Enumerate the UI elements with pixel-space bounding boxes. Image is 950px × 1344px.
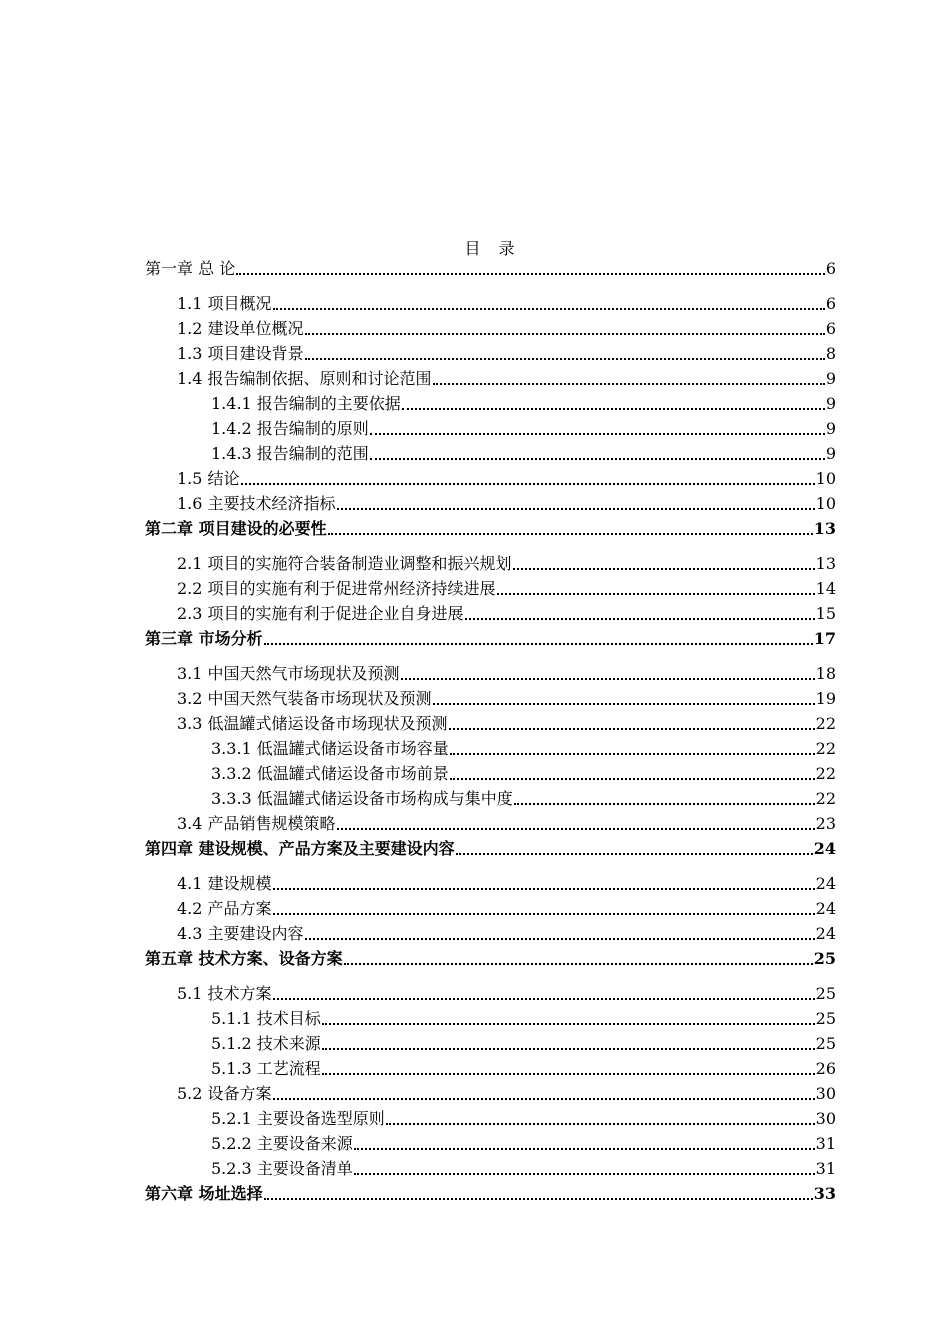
toc-entry-title: 第六章 场址选择	[145, 1184, 263, 1203]
toc-chapter-entry[interactable]	[145, 946, 836, 968]
toc-entry[interactable]	[177, 896, 836, 918]
toc-entry-page: 24	[813, 839, 836, 858]
toc-entry-page: 31	[815, 1134, 836, 1153]
toc-entry-page: 24	[815, 899, 836, 918]
toc-entry-page: 19	[815, 689, 836, 708]
dot-leader	[354, 1148, 815, 1150]
dot-leader	[305, 333, 825, 335]
toc-entry[interactable]	[177, 466, 836, 488]
dot-leader	[433, 703, 815, 705]
dot-leader	[401, 678, 815, 680]
dot-leader	[337, 508, 815, 510]
toc-entry-page: 25	[815, 1034, 836, 1053]
dot-leader	[236, 273, 825, 275]
toc-entry-title: 第一章 总 论	[145, 259, 236, 278]
dot-leader	[450, 778, 815, 780]
toc-entry-title: 3.4 产品销售规模策略	[177, 814, 336, 833]
toc-entry-title: 5.1 技术方案	[177, 984, 272, 1003]
toc-entry-page: 9	[825, 394, 836, 413]
toc-entry[interactable]	[211, 1131, 836, 1153]
toc-entry-title: 4.1 建设规模	[177, 874, 272, 893]
toc-entry-page: 24	[815, 924, 836, 943]
toc-entry[interactable]	[211, 391, 836, 413]
toc-entry-title: 2.1 项目的实施符合装备制造业调整和振兴规划	[177, 554, 512, 573]
toc-entry-title: 5.2.3 主要设备清单	[211, 1159, 353, 1178]
dot-leader	[370, 458, 825, 460]
toc-entry-page: 6	[825, 259, 836, 278]
toc-entry-title: 5.2.1 主要设备选型原则	[211, 1109, 385, 1128]
toc-chapter-entry[interactable]	[145, 836, 836, 858]
toc-entry-title: 1.3 项目建设背景	[177, 344, 304, 363]
toc-entry-page: 25	[815, 1009, 836, 1028]
dot-leader	[305, 938, 815, 940]
toc-entry[interactable]	[211, 1056, 836, 1078]
dot-leader	[337, 828, 815, 830]
toc-entry-title: 1.4 报告编制依据、原则和讨论范围	[177, 369, 432, 388]
toc-entry-title: 5.2 设备方案	[177, 1084, 272, 1103]
dot-leader	[449, 728, 815, 730]
dot-leader	[322, 1023, 815, 1025]
toc-entry[interactable]	[177, 661, 836, 683]
dot-leader	[273, 998, 815, 1000]
toc-entry[interactable]	[211, 416, 836, 438]
dot-leader	[305, 358, 825, 360]
dot-leader	[328, 533, 813, 535]
toc-entry-title: 1.6 主要技术经济指标	[177, 494, 336, 513]
toc-entry-page: 6	[825, 294, 836, 313]
toc-entry-title: 3.3.1 低温罐式储运设备市场容量	[211, 739, 449, 758]
toc-entry-page: 9	[825, 369, 836, 388]
dot-leader	[273, 913, 815, 915]
toc-entry-title: 1.4.3 报告编制的范围	[211, 444, 369, 463]
toc-entry-page: 13	[813, 519, 836, 538]
dot-leader	[241, 483, 815, 485]
toc-entry-title: 5.1.2 技术来源	[211, 1034, 321, 1053]
toc-entry[interactable]	[177, 686, 836, 708]
toc-entry-page: 31	[815, 1159, 836, 1178]
dot-leader	[322, 1048, 815, 1050]
toc-entry-title: 第二章 项目建设的必要性	[145, 519, 327, 538]
toc-entry-page: 33	[813, 1184, 836, 1203]
toc-entry-page: 10	[815, 494, 836, 513]
toc-entry[interactable]	[211, 761, 836, 783]
toc-entry-page: 25	[815, 984, 836, 1003]
toc-entry[interactable]	[211, 786, 836, 808]
toc-entry-page: 22	[815, 789, 836, 808]
dot-leader	[273, 308, 825, 310]
toc-entry[interactable]	[177, 491, 836, 513]
toc-entry[interactable]	[211, 441, 836, 463]
dot-leader	[513, 568, 815, 570]
toc-entry-page: 22	[815, 764, 836, 783]
toc-entry[interactable]	[177, 601, 836, 623]
toc-entry-title: 3.2 中国天然气装备市场现状及预测	[177, 689, 432, 708]
dot-leader	[465, 618, 815, 620]
toc-entry[interactable]	[177, 811, 836, 833]
toc-entry-title: 2.2 项目的实施有利于促进常州经济持续进展	[177, 579, 496, 598]
toc-entry[interactable]	[177, 366, 836, 388]
dot-leader	[370, 433, 825, 435]
toc-entry[interactable]	[211, 1006, 836, 1028]
toc-entry-title: 3.3.2 低温罐式储运设备市场前景	[211, 764, 449, 783]
toc-entry[interactable]	[177, 1081, 836, 1103]
toc-chapter-entry[interactable]	[145, 626, 836, 648]
toc-entry-page: 8	[825, 344, 836, 363]
dot-leader	[264, 643, 813, 645]
toc-entry-page: 10	[815, 469, 836, 488]
toc-entry-title: 第四章 建设规模、产品方案及主要建设内容	[145, 839, 455, 858]
toc-entry-page: 6	[825, 319, 836, 338]
toc-entry-title: 2.3 项目的实施有利于促进企业自身进展	[177, 604, 464, 623]
dot-leader	[497, 593, 815, 595]
toc-entry-title: 5.1.1 技术目标	[211, 1009, 321, 1028]
toc-entry[interactable]	[177, 981, 836, 1003]
toc-entry-page: 22	[815, 739, 836, 758]
dot-leader	[273, 888, 815, 890]
dot-leader	[322, 1073, 815, 1075]
toc-entry[interactable]	[177, 921, 836, 943]
dot-leader	[456, 853, 813, 855]
toc-entry-title: 1.4.2 报告编制的原则	[211, 419, 369, 438]
toc-entry-title: 1.5 结论	[177, 469, 240, 488]
toc-entry-title: 第五章 技术方案、设备方案	[145, 949, 343, 968]
dot-leader	[354, 1173, 815, 1175]
toc-entry-title: 第三章 市场分析	[145, 629, 263, 648]
toc-entry[interactable]	[211, 1031, 836, 1053]
dot-leader	[264, 1198, 813, 1200]
toc-entry-title: 4.2 产品方案	[177, 899, 272, 918]
dot-leader	[433, 383, 825, 385]
toc-chapter-entry[interactable]	[145, 256, 836, 278]
toc-entry[interactable]	[177, 291, 836, 313]
toc-title: 目 录	[464, 239, 516, 258]
dot-leader	[386, 1123, 815, 1125]
toc-entry-page: 9	[825, 419, 836, 438]
toc-entry-page: 17	[813, 629, 836, 648]
toc-chapter-entry[interactable]	[145, 516, 836, 538]
toc-entry-page: 15	[815, 604, 836, 623]
toc-entry-page: 9	[825, 444, 836, 463]
toc-entry-title: 1.2 建设单位概况	[177, 319, 304, 338]
toc-entry-page: 26	[815, 1059, 836, 1078]
toc-entry[interactable]	[177, 551, 836, 573]
toc-entry[interactable]	[211, 736, 836, 758]
toc-entry-page: 30	[815, 1109, 836, 1128]
toc-entry-title: 3.3 低温罐式储运设备市场现状及预测	[177, 714, 448, 733]
toc-entry-page: 13	[815, 554, 836, 573]
dot-leader	[514, 803, 815, 805]
toc-entry[interactable]	[177, 711, 836, 733]
toc-entry-title: 1.1 项目概况	[177, 294, 272, 313]
dot-leader	[344, 963, 813, 965]
toc-entry-title: 4.3 主要建设内容	[177, 924, 304, 943]
toc-entry-page: 14	[815, 579, 836, 598]
toc-entry-page: 18	[815, 664, 836, 683]
toc-entry-page: 22	[815, 714, 836, 733]
toc-entry-title: 3.3.3 低温罐式储运设备市场构成与集中度	[211, 789, 513, 808]
toc-entry[interactable]	[177, 316, 836, 338]
dot-leader	[402, 408, 825, 410]
dot-leader	[450, 753, 815, 755]
toc-entry-title: 5.2.2 主要设备来源	[211, 1134, 353, 1153]
toc-entry[interactable]	[177, 341, 836, 363]
toc-entry-page: 30	[815, 1084, 836, 1103]
toc-entry-title: 5.1.3 工艺流程	[211, 1059, 321, 1078]
toc-entry-page: 23	[815, 814, 836, 833]
toc-entry[interactable]	[211, 1106, 836, 1128]
toc-entry-page: 24	[815, 874, 836, 893]
toc-entry-title: 3.1 中国天然气市场现状及预测	[177, 664, 400, 683]
toc-entry[interactable]	[177, 576, 836, 598]
toc-entry[interactable]	[177, 871, 836, 893]
toc-entry-page: 25	[813, 949, 836, 968]
dot-leader	[273, 1098, 815, 1100]
toc-entry[interactable]	[211, 1156, 836, 1178]
toc-entry-title: 1.4.1 报告编制的主要依据	[211, 394, 401, 413]
toc-chapter-entry[interactable]	[145, 1181, 836, 1203]
